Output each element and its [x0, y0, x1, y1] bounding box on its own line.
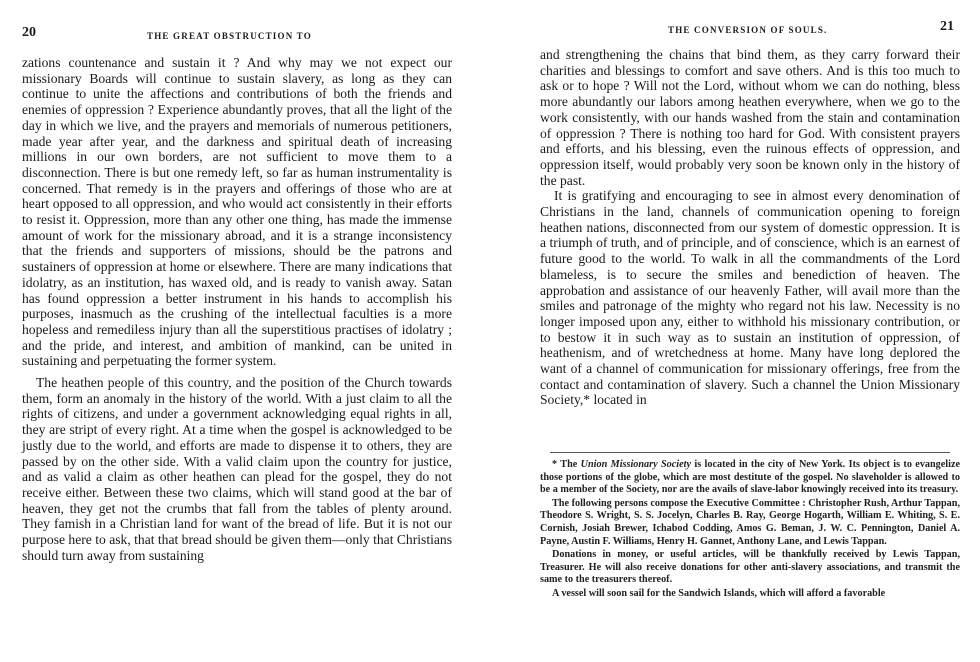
footnote-rule: [550, 452, 950, 453]
right-paragraph-2: It is gratifying and encouraging to see in almost every denomination of Christians in the land, channels of communication opening to foreign heathen nations, disconnected from our system of domestic oppression. It is a triumph of truth, and of principle, and of conscience, which is an earnest of future good to the world. To walk in all the commandments of the Lord blameless, is to secure the smiles and benediction of heaven. The approbation and assistance of our heavenly Father, will avail more than the smiles and patronage of the mighty who regard not his law. Necessity is no longer imposed upon any, either to withhold his missionary contribution, or to bestow it in such way as to sustain an institution of oppression, of heathenism, and of wretchedness at home. Many have long deplored the want of a channel of communication for missionary offerings, free from the contact and contamination of slavery. Such a channel the Union Missionary Society,* located in: [540, 188, 960, 408]
left-page-number: 20: [22, 25, 36, 40]
right-body-text: [540, 47, 960, 408]
right-paragraph-1: and strengthening the chains that bind them, as they carry forward their charities and blessings to comfort and save others. And is this too much to ask or to hope ? Will not the Lord, without whom we can do nothing, bless more abundantly our labors among heathen everywhere, when we go to the work consistently, with our hands washed from the stain and contamination of oppression ? There is nothing too hard for God. With consistent prayers and efforts, and his blessing, even the ruinous effects of oppression, and oppression itself, would probably very soon be known only in the history of the past.: [540, 47, 960, 188]
footnote-donations: Donations in money, or useful articles, will be thankfully received by Lewis Tappan, Treasurer. He will also receive donations for other anti-slavery associations, and transmit the same to the treasurers thereof.: [540, 549, 960, 586]
left-running-head: [22, 25, 452, 48]
footnote-paragraph-1: [540, 459, 960, 497]
right-page: [540, 0, 960, 662]
right-running-title: THE CONVERSION OF SOULS.: [668, 25, 828, 35]
right-page-number: 21: [940, 19, 954, 34]
left-paragraph-2: The heathen people of this country, and the position of the Church towards them, form an anomaly in the history of the world. With a just claim to all the rights of citizens, and under a government acknowledging equal rights in all, they are stript of every right. At a time when the gospel is acknowledged to be justly due to the world, and efforts are made to dispense it to others, they are passed by on the other side. With a valid claim upon the country for justice, and as valid a claim as other heathen can plead for the gospel, they do not receive either. Between these two claims, which will stand good at the bar of heaven, they get not the crumbs that fall from the tables of plenty around. They famish in a Christian land for want of the bread of life. But it is not our purpose here to ask, that that bread should be given them—only that Christians should turn away from sustaining: [22, 375, 453, 563]
left-paragraph-1: zations countenance and sustain it ? And why may we not expect our missionary Boards will continue to sustain slavery, as long as they can continue to unite the affections and contributions of both the friends and enemies of oppression ? Experience abundantly proves, that all the light of the day in which we live, and the prayers and memorials of numerous petitioners, made year after year, and the darkness and spiritual death of increasing millions in our own borders, are not sufficient to move them to a disconnection. There is but one remedy left, so far as human instrumentality is concerned. That remedy is in the prayers and offerings of those who are at heart opposed to all oppression, and who would act consistently in their efforts to resist it. Oppression, more than any other one thing, has made the immense amount of work for the missionary abroad, and it is a strange inconsistency that the friends and supporters of missions, should be the patrons and sustainers of oppression at home or elsewhere. There are many indications that idolatry, as an institution, has waxed old, and is ready to vanish away. Satan has found oppression a better instrument in his hands to accomplish his purposes, inasmuch as the crushing of the intellectual faculties is a more hopeless and remediless injury than all the superstitious practises of idolatry ; and the pride, and interest, and ambition of mankind, can be united in sustaining and perpetuating the former system.: [22, 55, 452, 369]
footnote-lead: * The: [552, 459, 581, 470]
right-running-head: [540, 19, 960, 42]
left-body-text: [22, 55, 452, 564]
footnote-vessel: A vessel will soon sail for the Sandwich Islands, which will afford a favorable: [552, 587, 886, 599]
footnote-society-name: Union Missionary Society: [580, 459, 691, 470]
footnote-first-rest: is located in the city of New York. Its object is to evangelize those portions of the globe, which are most destitute of the gospel. No slaveholder is allowed to be a member of the Society, nor are the avails of slave-labor knowingly received into its treasury.: [540, 459, 960, 496]
left-page: [22, 0, 452, 662]
left-running-title: THE GREAT OBSTRUCTION TO: [147, 31, 312, 41]
footnote: [540, 459, 960, 601]
footnote-committee: The following persons compose the Executive Committee : Christopher Rush, Arthur Tappan, Theodore S. Wright, S. S. Jocelyn, Charles B. Ray, George Hogarth, William E. Whiting, S. E. Cornish, Josiah Brewer, Ichabod Codding, Amos G. Beman, J. W. C. Pennington, Daniel A. Payne, Austin F. Williams, Henry H. Gannet, Anthony Lane, and Lewis Tappan.: [540, 497, 960, 547]
